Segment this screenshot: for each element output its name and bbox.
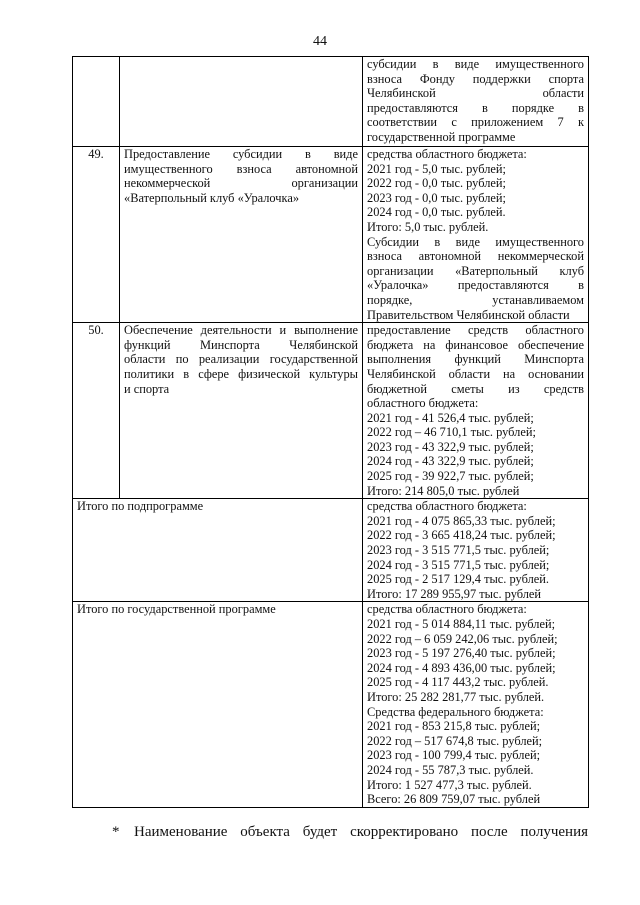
text-line: соответствии с приложением 7 к: [367, 115, 584, 130]
text-line: «Ватерпольный клуб «Уралочка»: [124, 190, 300, 205]
row-number: 50.: [73, 323, 120, 499]
text-line: государственной программе: [367, 129, 516, 144]
total-label: Итого по подпрограмме: [73, 499, 363, 602]
text-line: 2023 год - 100 799,4 тыс. рублей;: [367, 748, 541, 763]
text-line: Предоставление субсидии в виде: [124, 147, 358, 161]
text-line: Средства федерального бюджета:: [367, 704, 544, 719]
funding-cell: [363, 147, 589, 323]
text-line: 2025 год - 39 922,7 тыс. рублей;: [367, 469, 534, 484]
text-line: областного бюджета:: [367, 396, 479, 411]
row-number: 49.: [73, 147, 120, 323]
table-row-50: [73, 323, 589, 499]
text-line: 2021 год - 5 014 884,11 тыс. рублей;: [367, 617, 556, 631]
text-line: 2022 год – 517 674,8 тыс. рублей;: [367, 733, 543, 748]
text-line: Итого: 25 282 281,77 тыс. рублей.: [367, 689, 545, 704]
cell-empty: [120, 57, 363, 147]
program-table: [72, 56, 589, 808]
footnote-text: Наименование объекта будет скорректировано после получения: [134, 824, 588, 840]
text-line: Челябинской области на основании: [367, 366, 584, 381]
text-line: «Уралочка» предоставляются в: [367, 278, 584, 293]
text-line: Итого: 17 289 955,97 тыс. рублей: [367, 586, 542, 601]
funding-cell: [363, 602, 589, 807]
text-line: предоставляются в порядке в: [367, 100, 584, 115]
text-line: выполнения функций Минспорта: [367, 352, 584, 367]
page-number: 44: [313, 34, 327, 49]
text-line: взноса Фонду поддержки спорта: [367, 71, 584, 86]
text-line: 2025 год - 2 517 129,4 тыс. рублей.: [367, 572, 549, 587]
text-line: 2021 год - 41 526,4 тыс. рублей;: [367, 410, 534, 425]
text-line: 2023 год - 0,0 тыс. рублей;: [367, 190, 506, 205]
text-line: Субсидии в виде имущественного: [367, 234, 584, 249]
table-row-subprogram-total: [73, 499, 589, 602]
cell-empty: [73, 57, 120, 147]
text-line: порядке, устанавливаемом: [367, 292, 584, 307]
text-line: средства областного бюджета:: [367, 147, 527, 161]
text-line: 2024 год - 3 515 771,5 тыс. рублей;: [367, 557, 550, 572]
text-line: 2021 год - 4 075 865,33 тыс. рублей;: [367, 513, 556, 528]
text-line: имущественного взноса автономной: [124, 161, 358, 176]
text-line: 2022 год – 46 710,1 тыс. рублей;: [367, 425, 536, 440]
text-line: субсидии в виде имущественного: [367, 57, 584, 71]
text-line: Итого: 1 527 477,3 тыс. рублей.: [367, 777, 532, 792]
text-line: области по реализации государственной: [124, 352, 358, 367]
funding-cell: [363, 499, 589, 602]
funding-cell: [363, 57, 589, 147]
text-line: и спорта: [124, 381, 170, 396]
text-line: бюджетной сметы из средств: [367, 381, 584, 396]
total-label: Итого по государственной программе: [73, 602, 363, 807]
text-line: 2023 год - 43 322,9 тыс. рублей;: [367, 439, 534, 454]
text-line: 2024 год - 0,0 тыс. рублей.: [367, 205, 506, 220]
text-line: 2021 год - 853 215,8 тыс. рублей;: [367, 719, 541, 734]
text-line: 2022 год - 3 665 418,24 тыс. рублей;: [367, 528, 556, 543]
text-line: 2023 год - 5 197 276,40 тыс. рублей;: [367, 646, 556, 661]
text-line: 2024 год - 4 893 436,00 тыс. рублей;: [367, 660, 556, 675]
text-line: взноса автономной некоммерческой: [367, 249, 584, 264]
text-line: 2021 год - 5,0 тыс. рублей;: [367, 161, 506, 176]
text-line: организации «Ватерпольный клуб: [367, 263, 584, 278]
text-line: 2024 год - 43 322,9 тыс. рублей;: [367, 454, 534, 469]
text-line: 2023 год - 3 515 771,5 тыс. рублей;: [367, 543, 550, 558]
text-line: средства областного бюджета:: [367, 602, 527, 617]
text-line: Итого: 5,0 тыс. рублей.: [367, 219, 489, 234]
text-line: средства областного бюджета:: [367, 499, 527, 514]
text-line: 2022 год - 0,0 тыс. рублей;: [367, 176, 506, 191]
text-line: Правительством Челябинской области: [367, 307, 570, 322]
text-line: некоммерческой организации: [124, 176, 358, 191]
text-line: политики в сфере физической культуры: [124, 366, 358, 381]
measure-name-cell: [120, 323, 363, 499]
measure-name-cell: [120, 147, 363, 323]
text-line: Всего: 26 809 759,07 тыс. рублей: [367, 792, 541, 807]
table-row-program-total: [73, 602, 589, 807]
text-line: предоставление средств областного: [367, 323, 584, 338]
text-line: 2024 год - 55 787,3 тыс. рублей.: [367, 762, 534, 777]
text-line: Челябинской области: [367, 86, 584, 101]
footnote: [112, 824, 588, 841]
text-line: Обеспечение деятельности и выполнение: [124, 323, 358, 338]
funding-cell: [363, 323, 589, 499]
table-row-continuation: [73, 57, 589, 147]
text-line: бюджета на финансовое обеспечение: [367, 337, 584, 352]
text-line: 2022 год – 6 059 242,06 тыс. рублей;: [367, 631, 558, 646]
text-line: Итого: 214 805,0 тыс. рублей: [367, 483, 520, 498]
table-row-49: [73, 147, 589, 323]
text-line: 2025 год - 4 117 443,2 тыс. рублей.: [367, 675, 549, 690]
footnote-marker: *: [112, 824, 120, 840]
text-line: функций Минспорта Челябинской: [124, 337, 358, 352]
